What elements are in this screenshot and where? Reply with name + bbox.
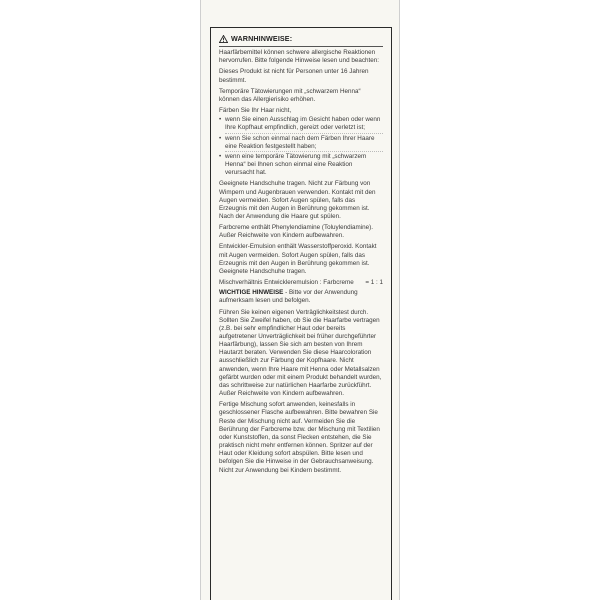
warnings-gloves: Geeignete Handschuhe tragen. Nicht zur Färbung von Wimpern und Augenbrauen verwenden. Kontakt mit den Augen vermeiden. Sofort Augen spülen, falls das Erzeugnis mit den Augen in Berührung gekommen ist. Nach der Anwendung die Haare gut spülen. (219, 180, 376, 220)
list-item: • wenn Sie einen Ausschlag im Gesicht haben oder wenn Ihre Kopfhaut empfindlich, gereizt oder verletzt ist; (219, 116, 383, 132)
warnings-developer: Entwickler-Emulsion enthält Wasserstoffperoxid. Kontakt mit Augen vermeiden. Sofort Augen spülen, falls das Erzeugnis mit den Augen in Berührung gekommen ist. Geeignete Handschuhe tragen. (219, 243, 377, 275)
mixing-ratio-label: Mischverhältnis Entwickleremulsion : Farbcreme (219, 279, 354, 287)
warnings-colorcream: Farbcreme enthält Phenylendiamine (Toluylendiamine). Außer Reichweite von Kindern aufbewahren. (219, 224, 374, 240)
important-mix-paragraph: Fertige Mischung sofort anwenden, keinesfalls in geschlossener Flasche aufbewahren. Bitte bewahren Sie Reste der Mischung nicht auf. Vermeiden Sie die Berührung der Farbcreme bzw. der Mischung mit Textilien oder Kunststoffen, da sonst Flecken entstehen, die Sie praktisch nicht mehr entfernen können. Spritzer auf der Haut oder Kleidung sofort abspülen. Bitte lesen und befolgen Sie die Hinweise in der Gebrauchsanweisung. Nicht zur Anwendung bei Kindern bestimmt. (219, 401, 380, 474)
warnings-tattoo: Temporäre Tätowierungen mit „schwarzem Henna“ können das Allergierisiko erhöhen. (219, 87, 361, 103)
list-divider (225, 151, 383, 152)
important-notes-heading (219, 289, 383, 305)
important-test-paragraph: Führen Sie keinen eigenen Verträglichkeitstest durch. Sollten Sie Zweifel haben, ob Sie die Haarfarbe vertragen (z.B. bei sehr empfindlicher Haut oder bereits aufgetretener Unverträglichkeit bei früher durchgeführter Haarfärbung), lassen Sie sich am besten von Ihrem Hautarzt beraten. Verwenden Sie diese Haarcoloration ausschließlich zur Färbung der Kopfhaare. Nicht anwenden, wenn Ihre Haare mit Henna oder Metallsalzen gefärbt wurden oder mit einem Produkt behandelt wurden, das schrittweise zur natürlichen Haarfarbe zurückführt. Außer Reichweite von Kindern aufbewahren. (219, 308, 382, 398)
warnings-heading (219, 35, 383, 43)
warnings-intro: Haarfärbemittel können schwere allergische Reaktionen hervorrufen. Bitte folgende Hinweise lesen und beachten: (219, 49, 379, 65)
mixing-ratio-value: = 1 : 1 (365, 279, 383, 287)
mixing-ratio (219, 279, 383, 287)
list-divider (225, 133, 383, 134)
important-title-rest: - Bitte vor der Anwendung aufmerksam lesen und befolgen. (219, 289, 358, 305)
list-item: • wenn Sie schon einmal nach dem Färben Ihrer Haare eine Reaktion festgestellt haben; (219, 135, 383, 151)
warnings-conditions-list (219, 116, 383, 177)
list-item: • wenn eine temporäre Tätowierung mit „schwarzem Henna“ bei Ihnen schon einmal eine Reaktion verursacht hat. (219, 153, 383, 177)
warnings-no-dye: Färben Sie Ihr Haar nicht, (219, 107, 292, 115)
warning-text-frame (210, 27, 392, 600)
warning-triangle-icon (219, 35, 228, 43)
important-title: WICHTIGE HINWEISE (219, 289, 284, 297)
product-box-side-panel (200, 0, 400, 600)
warnings-age-restriction: Dieses Produkt ist nicht für Personen unter 16 Jahren bestimmt. (219, 68, 369, 84)
heading-divider (219, 46, 383, 47)
warnings-title: WARNHINWEISE: (231, 34, 293, 43)
